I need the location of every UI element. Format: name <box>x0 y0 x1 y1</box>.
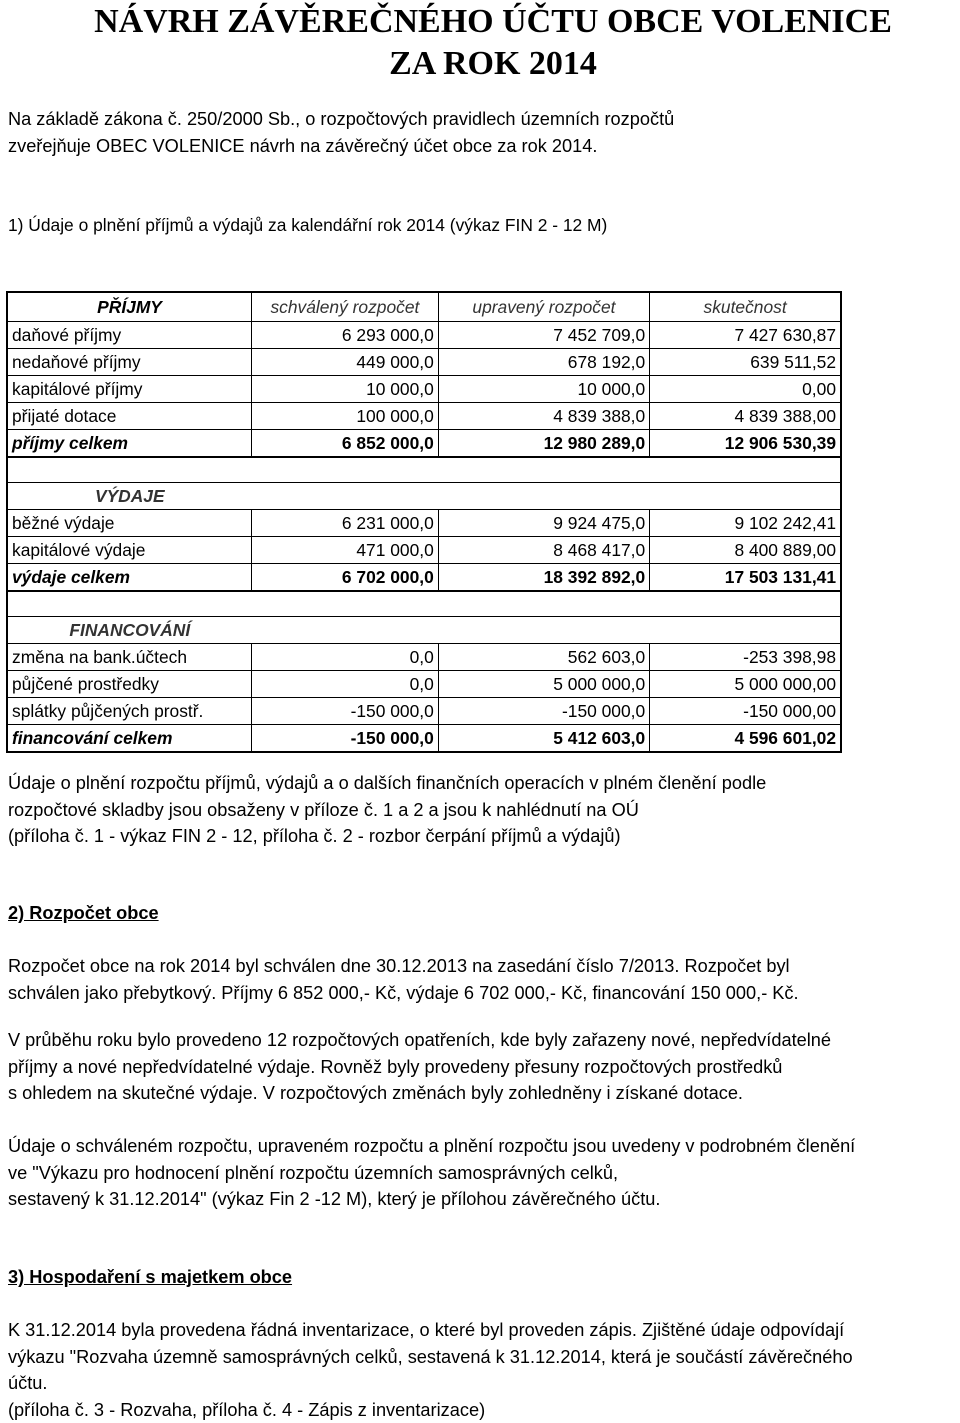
cell-actual: -253 398,98 <box>650 644 841 671</box>
cell-adjusted: 7 452 709,0 <box>438 322 649 349</box>
cell-adjusted: 5 000 000,0 <box>438 671 649 698</box>
cell-approved: 0,0 <box>252 644 439 671</box>
row-label: běžné výdaje <box>7 510 252 537</box>
cell-actual: 4 596 601,02 <box>650 725 841 753</box>
paragraph-line: rozpočtové skladby jsou obsaženy v příloze č. 1 a 2 a jsou k nahlédnutí na OÚ <box>8 797 766 824</box>
spacer-row <box>7 457 841 483</box>
section1-heading: 1) Údaje o plnění příjmů a výdajů za kalendářní rok 2014 (výkaz FIN 2 - 12 M) <box>8 212 607 239</box>
cell-adjusted: 12 980 289,0 <box>438 430 649 458</box>
budget-table <box>6 291 842 753</box>
table-row <box>7 376 841 403</box>
row-label: daňové příjmy <box>7 322 252 349</box>
row-label: splátky půjčených prostř. <box>7 698 252 725</box>
financing-total-row <box>7 725 841 753</box>
intro-line: zveřejňuje OBEC VOLENICE návrh na závěrečný účet obce za rok 2014. <box>8 133 674 160</box>
table-row <box>7 537 841 564</box>
header-income: PŘÍJMY <box>7 292 252 322</box>
cell-approved: 6 702 000,0 <box>252 564 439 592</box>
paragraph-line: s ohledem na skutečné výdaje. V rozpočtových změnách byly zohledněny i získané dotace. <box>8 1080 831 1107</box>
section2-paragraph3 <box>8 1133 855 1213</box>
expense-total-row <box>7 564 841 592</box>
section2-paragraph2 <box>8 1027 831 1107</box>
income-total-row <box>7 430 841 458</box>
intro-paragraph <box>8 106 674 159</box>
header-adjusted: upravený rozpočet <box>438 292 649 322</box>
paragraph-line: (příloha č. 1 - výkaz FIN 2 - 12, příloha č. 2 - rozbor čerpání příjmů a výdajů) <box>8 823 766 850</box>
cell-actual: 8 400 889,00 <box>650 537 841 564</box>
page-subtitle: ZA ROK 2014 <box>0 44 960 84</box>
section-row <box>7 617 841 644</box>
row-label: kapitálové příjmy <box>7 376 252 403</box>
cell-approved: 471 000,0 <box>252 537 439 564</box>
paragraph-line: účtu. <box>8 1370 853 1397</box>
table-row <box>7 644 841 671</box>
cell-adjusted: 10 000,0 <box>438 376 649 403</box>
cell-adjusted: 562 603,0 <box>438 644 649 671</box>
after-table-paragraph <box>8 770 766 850</box>
table-row <box>7 349 841 376</box>
paragraph-line: Údaje o schváleném rozpočtu, upraveném rozpočtu a plnění rozpočtu jsou uvedeny v podrobném členění <box>8 1133 855 1160</box>
expense-heading: VÝDAJE <box>7 483 252 510</box>
section2-heading: 2) Rozpočet obce <box>8 900 159 927</box>
row-label: půjčené prostředky <box>7 671 252 698</box>
row-label: změna na bank.účtech <box>7 644 252 671</box>
cell-adjusted: 18 392 892,0 <box>438 564 649 592</box>
cell-approved: 6 231 000,0 <box>252 510 439 537</box>
spacer-row <box>7 591 841 617</box>
paragraph-line: Rozpočet obce na rok 2014 byl schválen dne 30.12.2013 na zasedání číslo 7/2013. Rozpočet byl <box>8 953 799 980</box>
section3-paragraph <box>8 1317 853 1423</box>
intro-line: Na základě zákona č. 250/2000 Sb., o rozpočtových pravidlech územních rozpočtů <box>8 106 674 133</box>
cell-actual: 5 000 000,00 <box>650 671 841 698</box>
paragraph-line: Údaje o plnění rozpočtu příjmů, výdajů a o dalších finančních operacích v plném členění podle <box>8 770 766 797</box>
cell-adjusted: 9 924 475,0 <box>438 510 649 537</box>
cell-approved: 449 000,0 <box>252 349 439 376</box>
row-label: nedaňové příjmy <box>7 349 252 376</box>
table-header-row <box>7 292 841 322</box>
paragraph-line: výkazu "Rozvaha územně samosprávných celků, sestavená k 31.12.2014, která je součástí závěrečného <box>8 1344 853 1371</box>
row-label: kapitálové výdaje <box>7 537 252 564</box>
row-label: výdaje celkem <box>7 564 252 592</box>
cell-actual: 7 427 630,87 <box>650 322 841 349</box>
header-actual: skutečnost <box>650 292 841 322</box>
cell-approved: -150 000,0 <box>252 725 439 753</box>
paragraph-line: K 31.12.2014 byla provedena řádná inventarizace, o které byl proveden zápis. Zjištěné údaje odpovídají <box>8 1317 853 1344</box>
cell-actual: 4 839 388,00 <box>650 403 841 430</box>
cell-adjusted: -150 000,0 <box>438 698 649 725</box>
page-title: NÁVRH ZÁVĚREČNÉHO ÚČTU OBCE VOLENICE <box>0 2 960 42</box>
cell-actual: -150 000,00 <box>650 698 841 725</box>
paragraph-line: ve "Výkazu pro hodnocení plnění rozpočtu územních samosprávných celků, <box>8 1160 855 1187</box>
cell-adjusted: 8 468 417,0 <box>438 537 649 564</box>
cell-approved: 6 852 000,0 <box>252 430 439 458</box>
cell-approved: 6 293 000,0 <box>252 322 439 349</box>
paragraph-line: sestavený k 31.12.2014" (výkaz Fin 2 -12 M), který je přílohou závěrečného účtu. <box>8 1186 855 1213</box>
cell-approved: -150 000,0 <box>252 698 439 725</box>
table-row <box>7 403 841 430</box>
table-row <box>7 671 841 698</box>
table-row <box>7 510 841 537</box>
table-row <box>7 322 841 349</box>
paragraph-line: schválen jako přebytkový. Příjmy 6 852 000,- Kč, výdaje 6 702 000,- Kč, financování 150 000,- Kč. <box>8 980 799 1007</box>
cell-actual: 9 102 242,41 <box>650 510 841 537</box>
financing-heading: FINANCOVÁNÍ <box>7 617 252 644</box>
section2-paragraph1 <box>8 953 799 1006</box>
cell-approved: 100 000,0 <box>252 403 439 430</box>
paragraph-line: V průběhu roku bylo provedeno 12 rozpočtových opatřeních, kde byly zařazeny nové, nepředvídatelné <box>8 1027 831 1054</box>
row-label: financování celkem <box>7 725 252 753</box>
cell-actual: 639 511,52 <box>650 349 841 376</box>
cell-approved: 0,0 <box>252 671 439 698</box>
header-approved: schválený rozpočet <box>252 292 439 322</box>
cell-approved: 10 000,0 <box>252 376 439 403</box>
cell-actual: 17 503 131,41 <box>650 564 841 592</box>
table-row <box>7 698 841 725</box>
cell-adjusted: 678 192,0 <box>438 349 649 376</box>
cell-adjusted: 4 839 388,0 <box>438 403 649 430</box>
row-label: přijaté dotace <box>7 403 252 430</box>
paragraph-line: (příloha č. 3 - Rozvaha, příloha č. 4 - Zápis z inventarizace) <box>8 1397 853 1423</box>
section3-heading: 3) Hospodaření s majetkem obce <box>8 1264 292 1291</box>
cell-actual: 0,00 <box>650 376 841 403</box>
cell-adjusted: 5 412 603,0 <box>438 725 649 753</box>
section-row <box>7 483 841 510</box>
row-label: příjmy celkem <box>7 430 252 458</box>
paragraph-line: příjmy a nové nepředvídatelné výdaje. Rovněž byly provedeny přesuny rozpočtových prostředků <box>8 1054 831 1081</box>
cell-actual: 12 906 530,39 <box>650 430 841 458</box>
